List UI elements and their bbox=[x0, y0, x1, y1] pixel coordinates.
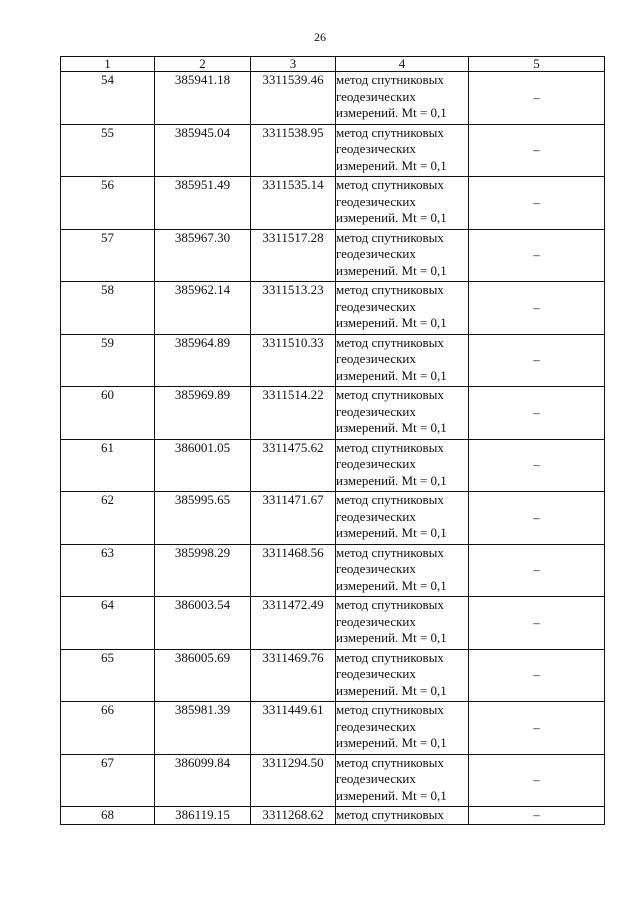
method-text-line: геодезических bbox=[336, 456, 416, 471]
point-number-cell: 64 bbox=[61, 597, 155, 650]
method-cell bbox=[336, 177, 469, 230]
header-cell-3: 3 bbox=[251, 57, 336, 72]
method-text-line: измерений. Mt = 0,1 bbox=[336, 682, 447, 698]
y-coordinate-cell: 3311472.49 bbox=[251, 597, 336, 650]
method-text-line: метод спутниковых bbox=[336, 544, 444, 560]
method-cell bbox=[336, 544, 469, 597]
table-row bbox=[61, 702, 605, 755]
method-text-line: измерений. Mt = 0,1 bbox=[336, 420, 447, 435]
method-text-line: метод спутниковых bbox=[336, 124, 444, 140]
method-text-line: геодезических bbox=[336, 351, 416, 366]
header-cell-5: 5 bbox=[469, 57, 605, 72]
x-coordinate-cell: 385967.30 bbox=[155, 229, 251, 282]
method-text-line: метод спутниковых bbox=[336, 649, 444, 665]
table-row bbox=[61, 439, 605, 492]
method-text-line: геодезических bbox=[336, 88, 416, 104]
y-coordinate-cell: 3311514.22 bbox=[251, 387, 336, 440]
method-text-line: геодезических bbox=[336, 666, 416, 681]
point-number-cell: 59 bbox=[61, 334, 155, 387]
dash-cell: – bbox=[469, 334, 605, 387]
method-text-line: геодезических bbox=[336, 613, 416, 629]
method-cell bbox=[336, 702, 469, 755]
dash-cell: – bbox=[469, 124, 605, 177]
method-text-line: метод спутниковых bbox=[336, 439, 444, 455]
method-cell bbox=[336, 387, 469, 440]
method-text-line: метод спутниковых bbox=[336, 72, 444, 87]
method-text-line: измерений. Mt = 0,1 bbox=[336, 630, 447, 645]
point-number-cell: 62 bbox=[61, 492, 155, 545]
header-cell-4: 4 bbox=[336, 57, 469, 72]
dash-cell: – bbox=[469, 439, 605, 492]
method-cell bbox=[336, 492, 469, 545]
method-text-line: метод спутниковых bbox=[336, 334, 444, 350]
method-text-line: метод спутниковых bbox=[336, 229, 444, 245]
method-text-line: метод спутниковых bbox=[336, 754, 444, 770]
method-text-line: геодезических bbox=[336, 403, 416, 419]
point-number-cell: 56 bbox=[61, 177, 155, 230]
x-coordinate-cell: 385995.65 bbox=[155, 492, 251, 545]
table-row bbox=[61, 807, 605, 825]
method-text-line: измерений. Mt = 0,1 bbox=[336, 157, 447, 173]
dash-cell: – bbox=[469, 72, 605, 125]
method-text-line: метод спутниковых bbox=[336, 282, 444, 297]
method-cell bbox=[336, 229, 469, 282]
dash-cell: – bbox=[469, 597, 605, 650]
method-text-line: геодезических bbox=[336, 561, 416, 576]
point-number-cell: 55 bbox=[61, 124, 155, 177]
table-row bbox=[61, 544, 605, 597]
dash-cell: – bbox=[469, 807, 605, 825]
y-coordinate-cell: 3311468.56 bbox=[251, 544, 336, 597]
y-coordinate-cell: 3311475.62 bbox=[251, 439, 336, 492]
y-coordinate-cell: 3311513.23 bbox=[251, 282, 336, 335]
y-coordinate-cell: 3311510.33 bbox=[251, 334, 336, 387]
dash-cell: – bbox=[469, 177, 605, 230]
point-number-cell: 63 bbox=[61, 544, 155, 597]
table-row bbox=[61, 229, 605, 282]
header-cell-2: 2 bbox=[155, 57, 251, 72]
table-row bbox=[61, 177, 605, 230]
point-number-cell: 61 bbox=[61, 439, 155, 492]
table-row bbox=[61, 282, 605, 335]
dash-cell: – bbox=[469, 544, 605, 597]
method-text-line: метод спутниковых bbox=[336, 177, 444, 192]
method-text-line: измерений. Mt = 0,1 bbox=[336, 577, 447, 593]
method-text-line: измерений. Mt = 0,1 bbox=[336, 787, 447, 803]
x-coordinate-cell: 385941.18 bbox=[155, 72, 251, 125]
dash-cell: – bbox=[469, 492, 605, 545]
x-coordinate-cell: 385969.89 bbox=[155, 387, 251, 440]
dash-cell: – bbox=[469, 229, 605, 282]
y-coordinate-cell: 3311471.67 bbox=[251, 492, 336, 545]
point-number-cell: 66 bbox=[61, 702, 155, 755]
method-text-line: геодезических bbox=[336, 508, 416, 524]
method-text-line: метод спутниковых bbox=[336, 492, 444, 507]
y-coordinate-cell: 3311469.76 bbox=[251, 649, 336, 702]
method-cell bbox=[336, 282, 469, 335]
method-text-line: геодезических bbox=[336, 193, 416, 209]
x-coordinate-cell: 386099.84 bbox=[155, 754, 251, 807]
table-row bbox=[61, 334, 605, 387]
point-number-cell: 57 bbox=[61, 229, 155, 282]
table-row bbox=[61, 597, 605, 650]
y-coordinate-cell: 3311449.61 bbox=[251, 702, 336, 755]
table-header-row bbox=[61, 57, 605, 72]
dash-cell: – bbox=[469, 702, 605, 755]
page-number: 26 bbox=[314, 30, 326, 44]
table-row bbox=[61, 72, 605, 125]
dash-cell: – bbox=[469, 387, 605, 440]
method-cell: метод спутниковых bbox=[336, 807, 469, 825]
x-coordinate-cell: 385964.89 bbox=[155, 334, 251, 387]
table-row bbox=[61, 124, 605, 177]
point-number-cell: 60 bbox=[61, 387, 155, 440]
method-text-line: метод спутниковых bbox=[336, 702, 444, 717]
method-cell bbox=[336, 597, 469, 650]
y-coordinate-cell: 3311517.28 bbox=[251, 229, 336, 282]
x-coordinate-cell: 385951.49 bbox=[155, 177, 251, 230]
method-cell bbox=[336, 124, 469, 177]
x-coordinate-cell: 386119.15 bbox=[155, 807, 251, 825]
x-coordinate-cell: 385998.29 bbox=[155, 544, 251, 597]
y-coordinate-cell: 3311268.62 bbox=[251, 807, 336, 825]
y-coordinate-cell: 3311538.95 bbox=[251, 124, 336, 177]
x-coordinate-cell: 385981.39 bbox=[155, 702, 251, 755]
table-row bbox=[61, 492, 605, 545]
method-cell bbox=[336, 72, 469, 125]
x-coordinate-cell: 385962.14 bbox=[155, 282, 251, 335]
method-text-line: измерений. Mt = 0,1 bbox=[336, 105, 447, 120]
method-cell bbox=[336, 754, 469, 807]
method-text-line: измерений. Mt = 0,1 bbox=[336, 367, 447, 383]
method-cell bbox=[336, 439, 469, 492]
y-coordinate-cell: 3311535.14 bbox=[251, 177, 336, 230]
method-text-line: измерений. Mt = 0,1 bbox=[336, 315, 447, 330]
point-number-cell: 68 bbox=[61, 807, 155, 825]
table-row bbox=[61, 649, 605, 702]
point-number-cell: 65 bbox=[61, 649, 155, 702]
method-text-line: измерений. Mt = 0,1 bbox=[336, 262, 447, 278]
method-text-line: геодезических bbox=[336, 718, 416, 734]
x-coordinate-cell: 386001.05 bbox=[155, 439, 251, 492]
x-coordinate-cell: 386005.69 bbox=[155, 649, 251, 702]
dash-cell: – bbox=[469, 754, 605, 807]
method-cell bbox=[336, 334, 469, 387]
method-text-line: измерений. Mt = 0,1 bbox=[336, 525, 447, 540]
method-text-line: метод спутниковых bbox=[336, 387, 444, 402]
x-coordinate-cell: 385945.04 bbox=[155, 124, 251, 177]
x-coordinate-cell: 386003.54 bbox=[155, 597, 251, 650]
table-row bbox=[61, 387, 605, 440]
method-text-line: измерений. Mt = 0,1 bbox=[336, 210, 447, 225]
method-text-line: измерений. Mt = 0,1 bbox=[336, 735, 447, 750]
coordinates-table bbox=[60, 56, 605, 825]
y-coordinate-cell: 3311539.46 bbox=[251, 72, 336, 125]
method-cell bbox=[336, 649, 469, 702]
dash-cell: – bbox=[469, 649, 605, 702]
header-cell-1: 1 bbox=[61, 57, 155, 72]
method-text-line: геодезических bbox=[336, 771, 416, 786]
method-text-line: метод спутниковых bbox=[336, 597, 444, 612]
method-text-line: геодезических bbox=[336, 141, 416, 156]
method-text-line: геодезических bbox=[336, 246, 416, 261]
y-coordinate-cell: 3311294.50 bbox=[251, 754, 336, 807]
dash-cell: – bbox=[469, 282, 605, 335]
point-number-cell: 58 bbox=[61, 282, 155, 335]
point-number-cell: 67 bbox=[61, 754, 155, 807]
point-number-cell: 54 bbox=[61, 72, 155, 125]
method-text-line: измерений. Mt = 0,1 bbox=[336, 472, 447, 488]
method-text-line: геодезических bbox=[336, 298, 416, 314]
table-row bbox=[61, 754, 605, 807]
